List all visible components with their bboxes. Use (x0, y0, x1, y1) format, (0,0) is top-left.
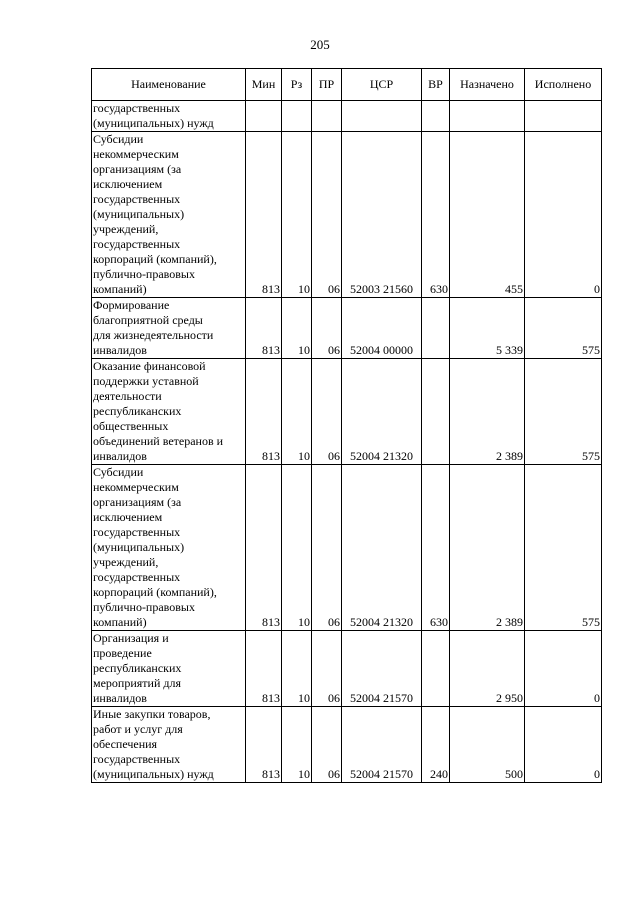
cell-executed: 575 (525, 359, 602, 465)
cell-executed: 0 (525, 631, 602, 707)
cell-vr: 630 (422, 132, 450, 298)
table-row (92, 359, 602, 465)
cell-vr: 240 (422, 707, 450, 783)
cell-min: 813 (246, 359, 282, 465)
cell-rz: 10 (282, 359, 312, 465)
page-number: 205 (310, 37, 330, 52)
cell-assigned: 2 389 (450, 465, 525, 631)
cell-name: государственных (муниципальных) нужд (92, 101, 246, 132)
cell-vr (422, 298, 450, 359)
cell-executed: 0 (525, 707, 602, 783)
cell-name: Субсидии некоммерческим организациям (за исключением государственных (муниципальных) учреждений, государственных корпораций (компаний), публично-правовых компаний) (92, 132, 246, 298)
table-row (92, 631, 602, 707)
cell-min: 813 (246, 707, 282, 783)
cell-csr: 52004 21570 (342, 631, 422, 707)
cell-assigned: 5 339 (450, 298, 525, 359)
cell-name: Формирование благоприятной среды для жизнедеятельности инвалидов (92, 298, 246, 359)
cell-executed: 0 (525, 132, 602, 298)
cell-pr: 06 (312, 465, 342, 631)
cell-name: Иные закупки товаров, работ и услуг для обеспечения государственных (муниципальных) нужд (92, 707, 246, 783)
table-body (92, 101, 602, 783)
cell-vr (422, 101, 450, 132)
header-executed: Исполнено (525, 69, 602, 101)
cell-executed: 575 (525, 465, 602, 631)
cell-rz: 10 (282, 707, 312, 783)
cell-pr: 06 (312, 359, 342, 465)
header-csr: ЦСР (342, 69, 422, 101)
header-name: Наименование (92, 69, 246, 101)
cell-pr: 06 (312, 631, 342, 707)
cell-assigned: 2 389 (450, 359, 525, 465)
cell-rz: 10 (282, 298, 312, 359)
table-row (92, 298, 602, 359)
cell-executed (525, 101, 602, 132)
header-rz: Рз (282, 69, 312, 101)
cell-csr: 52004 21320 (342, 359, 422, 465)
cell-assigned (450, 101, 525, 132)
cell-rz (282, 101, 312, 132)
table-header (92, 69, 602, 101)
cell-pr: 06 (312, 298, 342, 359)
cell-vr (422, 631, 450, 707)
header-vr: ВР (422, 69, 450, 101)
cell-min: 813 (246, 298, 282, 359)
cell-name: Оказание финансовой поддержки уставной деятельности республиканских общественных объединений ветеранов и инвалидов (92, 359, 246, 465)
cell-name: Организация и проведение республиканских мероприятий для инвалидов (92, 631, 246, 707)
cell-pr: 06 (312, 132, 342, 298)
cell-vr (422, 359, 450, 465)
cell-assigned: 500 (450, 707, 525, 783)
cell-rz: 10 (282, 465, 312, 631)
table-row (92, 132, 602, 298)
table-row (92, 101, 602, 132)
header-assigned: Назначено (450, 69, 525, 101)
cell-assigned: 455 (450, 132, 525, 298)
cell-csr (342, 101, 422, 132)
cell-min: 813 (246, 132, 282, 298)
cell-executed: 575 (525, 298, 602, 359)
cell-pr (312, 101, 342, 132)
header-pr: ПР (312, 69, 342, 101)
budget-table (91, 68, 602, 783)
cell-csr: 52003 21560 (342, 132, 422, 298)
cell-csr: 52004 21570 (342, 707, 422, 783)
header-min: Мин (246, 69, 282, 101)
cell-vr: 630 (422, 465, 450, 631)
table-row (92, 707, 602, 783)
cell-rz: 10 (282, 132, 312, 298)
cell-min: 813 (246, 631, 282, 707)
cell-pr: 06 (312, 707, 342, 783)
header-row (92, 69, 602, 101)
cell-min (246, 101, 282, 132)
table-row (92, 465, 602, 631)
cell-assigned: 2 950 (450, 631, 525, 707)
cell-min: 813 (246, 465, 282, 631)
cell-rz: 10 (282, 631, 312, 707)
cell-csr: 52004 21320 (342, 465, 422, 631)
cell-csr: 52004 00000 (342, 298, 422, 359)
cell-name: Субсидии некоммерческим организациям (за исключением государственных (муниципальных) учреждений, государственных корпораций (компаний), публично-правовых компаний) (92, 465, 246, 631)
